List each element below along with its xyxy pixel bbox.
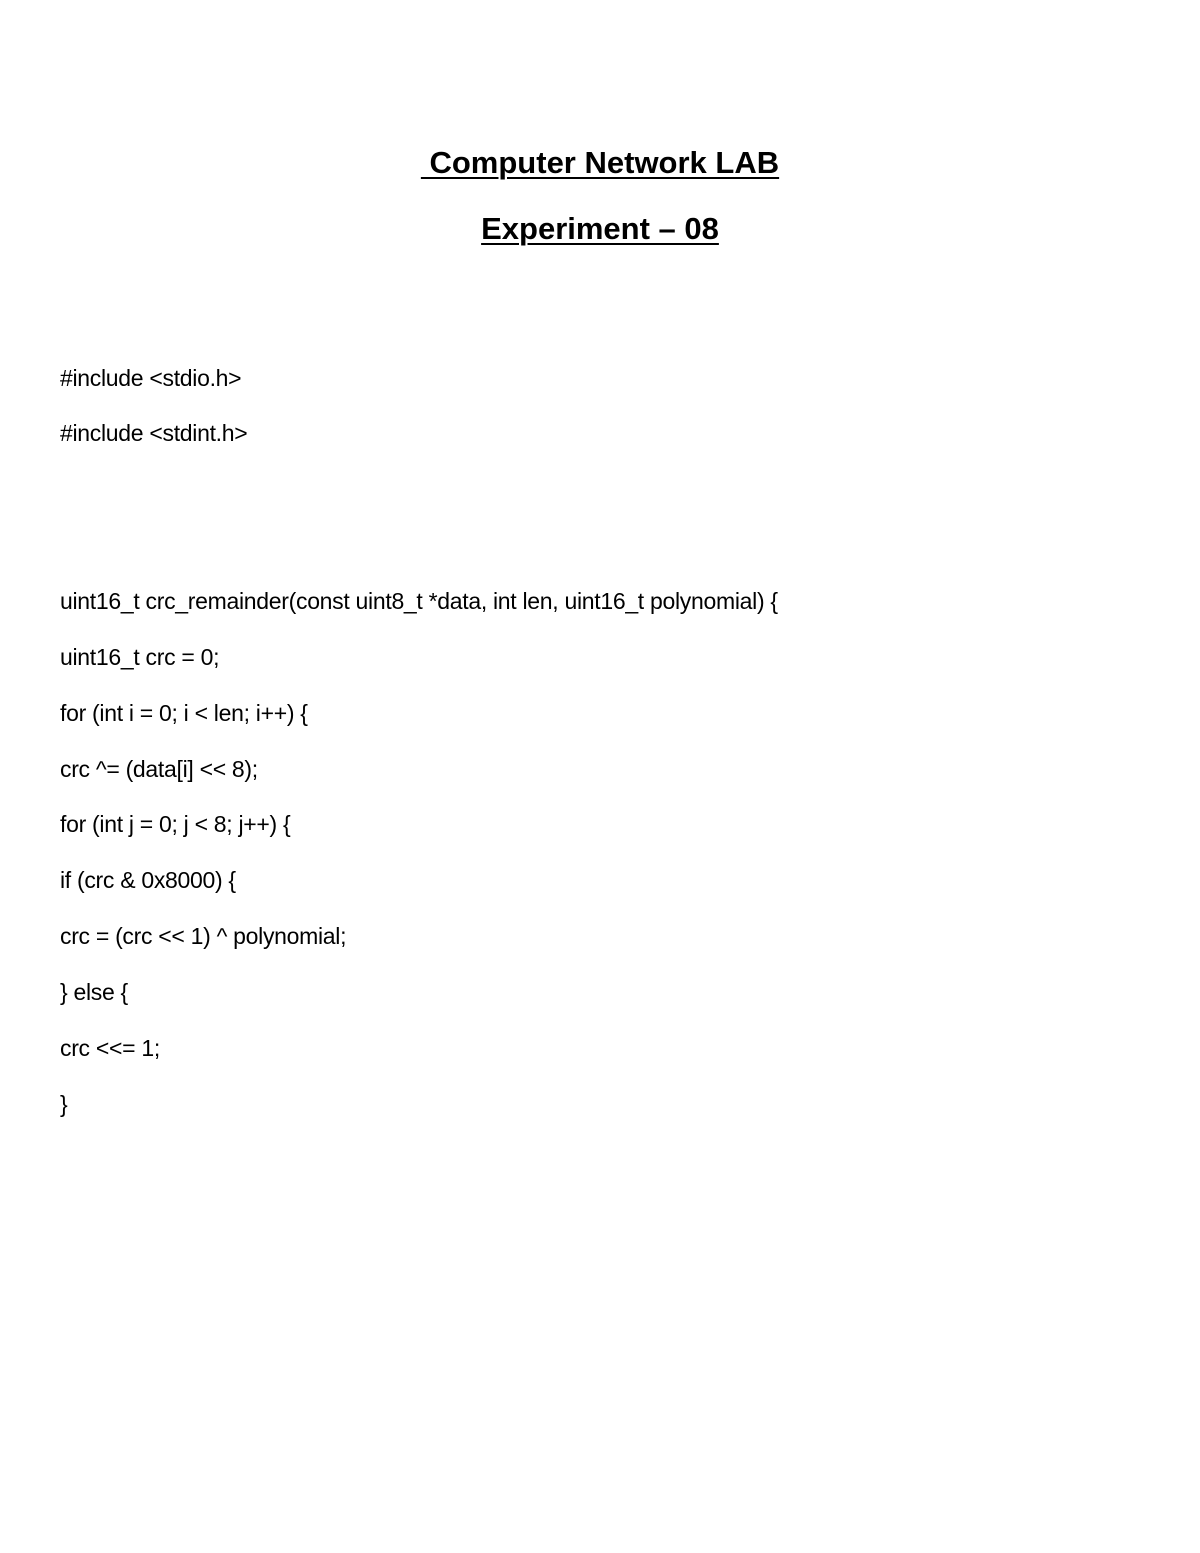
code-line: uint16_t crc = 0; [60,644,220,670]
document-title-text: Computer Network LAB [420,145,780,180]
code-line: crc ^= (data[i] << 8); [60,756,258,782]
document-title [0,145,1200,181]
code-line: crc = (crc << 1) ^ polynomial; [60,923,347,949]
experiment-heading [0,211,1200,247]
code-line: #include <stdio.h> [60,365,242,391]
code-line: } else { [60,979,128,1005]
experiment-heading-text: Experiment – 08 [481,211,719,246]
code-line: } [60,1091,68,1117]
code-line: for (int i = 0; i < len; i++) { [60,700,308,726]
code-line: #include <stdint.h> [60,420,248,446]
code-line: if (crc & 0x8000) { [60,867,236,893]
code-line: crc <<= 1; [60,1035,160,1061]
code-line: for (int j = 0; j < 8; j++) { [60,811,291,837]
code-line: uint16_t crc_remainder(const uint8_t *data, int len, uint16_t polynomial) { [60,588,778,614]
